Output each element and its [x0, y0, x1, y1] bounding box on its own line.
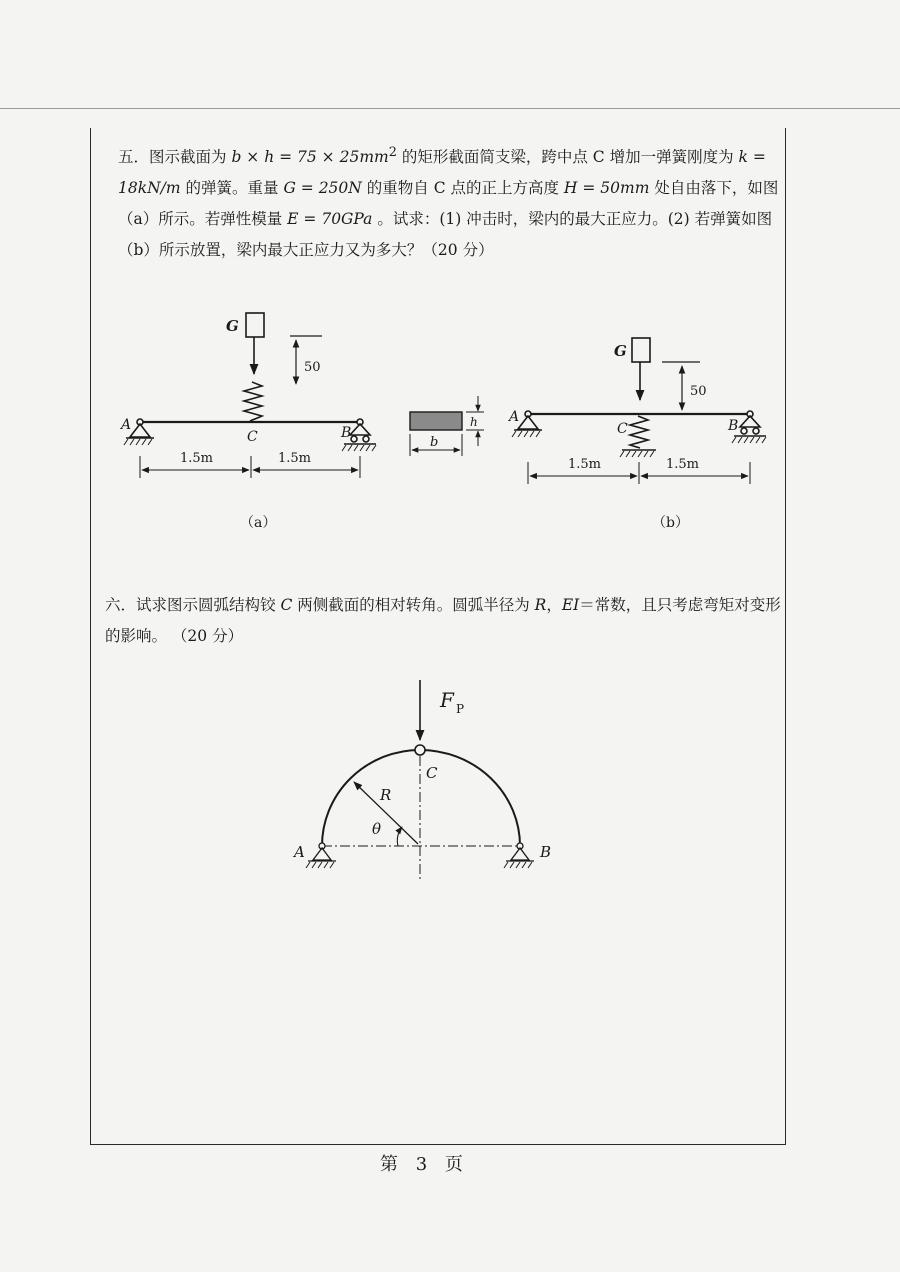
figure-a [119, 313, 376, 531]
hatch-a-left [124, 439, 152, 445]
hatch-arc-b [504, 862, 532, 868]
text-run: R [534, 596, 547, 614]
text-run: 六．试求图示圆弧结构铰 [105, 596, 281, 614]
height-value-b: 50 [690, 384, 707, 399]
text-run: EI [561, 596, 580, 614]
text-run: 两侧截面的相对转角。圆弧半径为 [292, 596, 535, 614]
weight-block-b [632, 338, 650, 362]
text-run: 的矩形截面简支梁，跨中点 C 增加一弹簧刚度为 [396, 148, 739, 167]
radius-label: R [380, 786, 392, 804]
hinge-c [415, 745, 425, 755]
roller-a-2 [363, 436, 369, 442]
label-b-b: B [728, 418, 739, 434]
label-c-a: C [247, 429, 258, 445]
caption-b: （b） [652, 515, 689, 531]
label-c-arc: C [426, 764, 438, 782]
support-b-left [518, 416, 538, 429]
weight-label-b: G [614, 342, 627, 360]
text-run: 处自由落下，如图（a）所示。若弹性模量 [118, 179, 779, 229]
arc-figure [292, 680, 551, 882]
cross-section [410, 396, 484, 456]
text-run: 2 [388, 145, 397, 160]
hatch-b-spring [620, 451, 654, 457]
text-run: 的弹簧。重量 [180, 179, 284, 198]
weight-block-a [246, 313, 264, 337]
text-run: G = 250N [283, 179, 362, 198]
hatch-b-left [512, 431, 540, 437]
section-b-label: b [430, 435, 439, 450]
roller-b-1 [741, 428, 747, 434]
text-run: 的重物自 C 点的正上方高度 [361, 179, 564, 198]
hatch-b-right [732, 437, 766, 443]
force-subscript: P [456, 702, 465, 716]
force-label: F [440, 688, 454, 712]
label-b-a: A [509, 409, 520, 425]
spring-b [630, 416, 648, 448]
label-c-b: C [617, 421, 628, 437]
label-b-arc: B [540, 843, 552, 861]
section-rect [410, 412, 462, 430]
label-a-left: A [121, 417, 132, 433]
text-run: k = 18kN/m [118, 148, 766, 198]
roller-a-1 [351, 436, 357, 442]
theta-arc [397, 827, 402, 846]
figure-b [507, 338, 766, 531]
span-a-right: 1.5m [278, 451, 312, 466]
label-a-arc: A [294, 843, 305, 861]
text-run: 。试求：(1) 冲击时，梁内的最大正应力。(2) 若弹簧如图（b）所示放置，梁内最大正应力又为多大？（20 分） [118, 210, 773, 260]
span-b-left: 1.5m [568, 457, 602, 472]
label-b-right: B [341, 425, 352, 441]
text-run: C [280, 596, 293, 614]
weight-label-a: G [226, 317, 239, 335]
spring-a [244, 382, 262, 421]
text-run: E = 70GPa [287, 210, 373, 229]
span-a-left: 1.5m [180, 451, 214, 466]
height-value-a: 50 [304, 360, 321, 375]
hatch-arc-a [306, 862, 334, 868]
text-run: ＝常数，且只考虑弯矩对变形的影响。 （20 分） [105, 596, 781, 645]
text-run: 五．图示截面为 [118, 148, 232, 167]
support-a-left [130, 424, 150, 437]
text-run: H = 50mm [563, 179, 650, 198]
text-run: b × h = 75 × 25mm [231, 148, 389, 167]
section-h-label: h [470, 415, 478, 429]
support-arc-b [511, 848, 529, 860]
hatch-a-right [342, 445, 376, 451]
page-number: 第 3 页 [380, 1154, 469, 1175]
text-run: ， [546, 596, 562, 614]
theta-label: θ [372, 820, 382, 838]
semicircular-arch [322, 750, 520, 846]
span-b-right: 1.5m [666, 457, 700, 472]
caption-a: （a） [240, 515, 277, 531]
support-arc-a [313, 848, 331, 860]
roller-b-2 [753, 428, 759, 434]
